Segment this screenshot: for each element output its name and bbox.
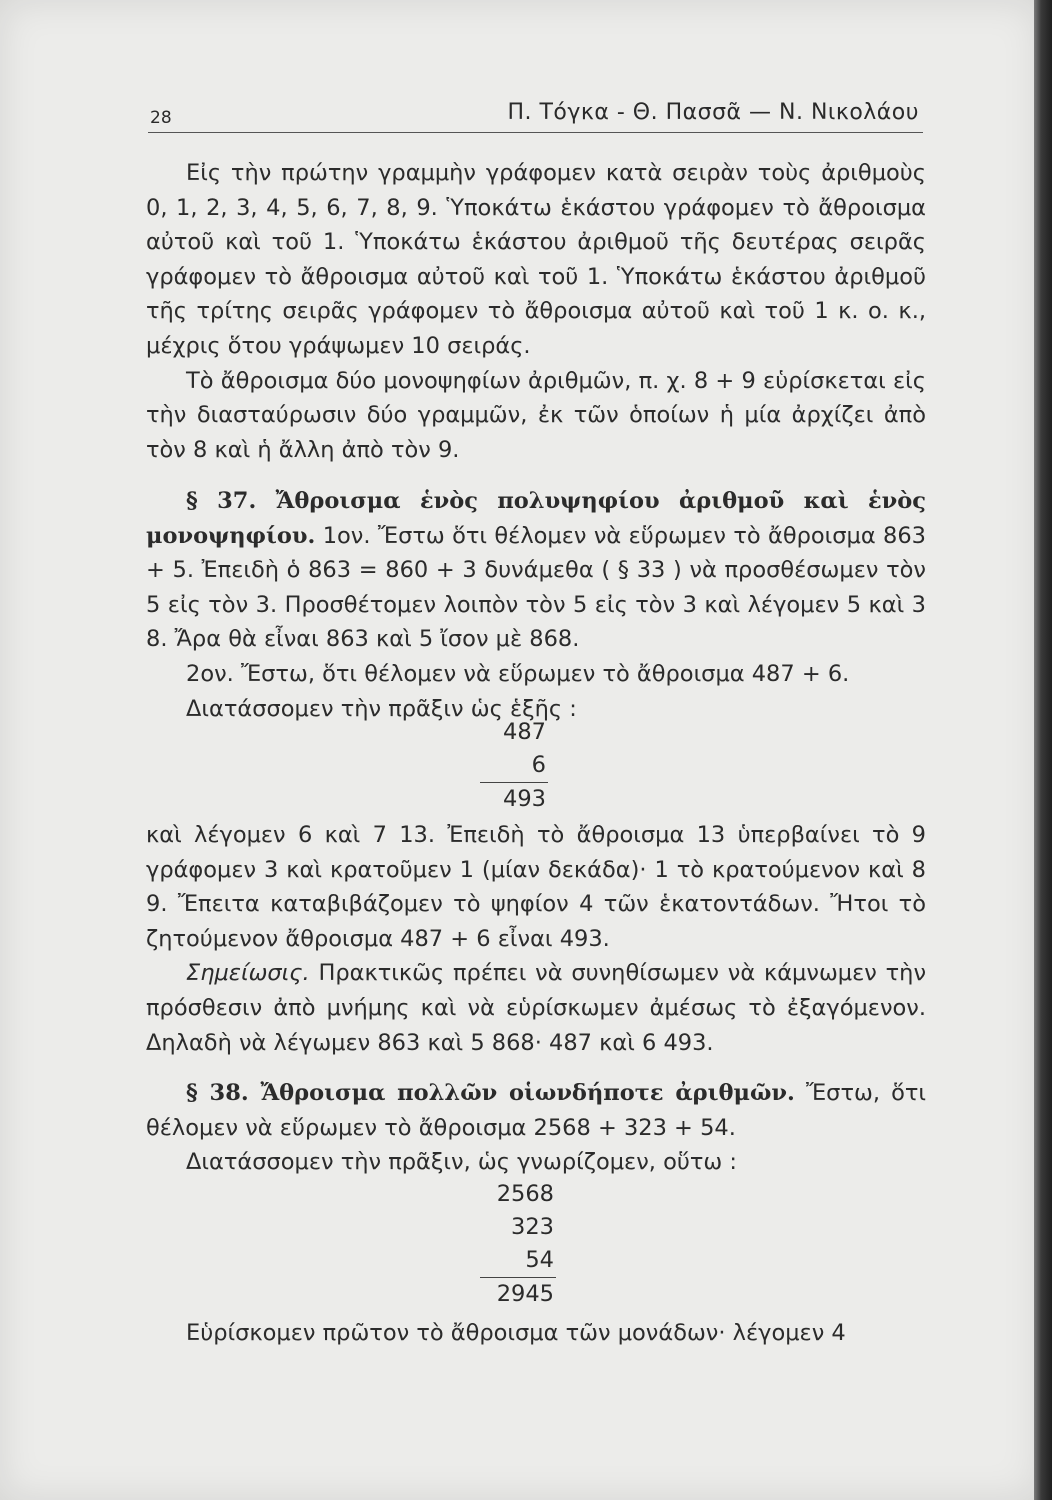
section-37-heading: § 37. Ἄθροισμα ἑνὸς πολυψηφίου ἀριθμοῦ καὶ ἑνὸς μονοψηφίου. bbox=[146, 488, 926, 549]
section-38-paragraph-3: Εὑρίσκομεν πρῶτον τὸ ἄθροισμα τῶν μονάδων· λέγομεν 4 bbox=[186, 1320, 846, 1346]
note-label: Σημείωσις. bbox=[186, 960, 310, 987]
scan-edge-shadow bbox=[1034, 0, 1052, 1500]
intro-block bbox=[146, 156, 926, 467]
section-37-block bbox=[146, 484, 926, 726]
sum-result: 2945 bbox=[496, 1281, 554, 1307]
addend-3: 54 bbox=[480, 1244, 556, 1278]
sum-result: 493 bbox=[503, 786, 546, 812]
addition-2568-323-54 bbox=[480, 1178, 556, 1311]
running-title: Π. Τόγκα - Θ. Πασσᾶ — Ν. Νικολάου bbox=[507, 100, 919, 125]
intro-paragraph-1: Εἰς τὴν πρώτην γραμμὴν γράφομεν κατὰ σειρὰν τοὺς ἀριθμοὺς 0, 1, 2, 3, 4, 5, 6, 7, 8, 9. Ὑποκάτω ἑκάστου γράφομεν τὸ ἄθροισμα αὐτοῦ καὶ τοῦ 1. Ὑποκάτω ἑκάστου ἀριθμοῦ τῆς δευτέρας σειρᾶς γράφομεν τὸ ἄθροισμα αὐτοῦ καὶ τοῦ 1. Ὑποκάτω ἑκάστου ἀριθμοῦ τῆς τρίτης σειρᾶς γράφομεν τὸ ἄθροισμα αὐτοῦ καὶ τοῦ 1 κ. ο. κ., μέχρις ὅτου γράψωμεν 10 σειράς. bbox=[146, 160, 926, 359]
section-37-paragraph-4: καὶ λέγομεν 6 καὶ 7 13. Ἐπειδὴ τὸ ἄθροισμα 13 ὑπερβαίνει τὸ 9 γράφομεν 3 καὶ κρατοῦμεν 1 (μίαν δεκάδα)· 1 τὸ κρατούμενον καὶ 8 9. Ἔπειτα καταβιβάζομεν τὸ ψηφίον 4 τῶν ἑκατοντάδων. Ἤτοι τὸ ζητούμενον ἄθροισμα 487 + 6 εἶναι 493. bbox=[146, 822, 926, 952]
addend-2: 6 bbox=[480, 749, 548, 783]
section-37-continued bbox=[146, 818, 926, 1060]
addition-487-6 bbox=[480, 716, 548, 816]
addend-2: 323 bbox=[511, 1214, 554, 1240]
section-37-paragraph-2: 2ον. Ἔστω, ὅτι θέλομεν νὰ εὕρωμεν τὸ ἄθροισμα 487 + 6. bbox=[186, 660, 850, 687]
section-38-block bbox=[146, 1076, 926, 1180]
addend-1: 2568 bbox=[496, 1181, 554, 1207]
section-38-continued bbox=[146, 1316, 926, 1351]
page-number: 28 bbox=[150, 108, 172, 128]
addend-1: 487 bbox=[503, 719, 546, 745]
page-header bbox=[148, 98, 923, 133]
section-38-paragraph-1: Ἔστω, ὅτι θέλομεν νὰ εὕρωμεν τὸ ἄθροισμα 2568 + 323 + 54. bbox=[146, 1080, 926, 1141]
note-text: Πρακτικῶς πρέπει νὰ συνηθίσωμεν νὰ κάμνωμεν τὴν πρόσθεσιν ἀπὸ μνήμης καὶ νὰ εὑρίσκωμεν ἀμέσως τὸ ἐξαγόμενον. Δηλαδὴ νὰ λέγωμεν 863 καὶ 5 868· 487 καὶ 6 493. bbox=[146, 960, 927, 1056]
section-38-heading: § 38. Ἄθροισμα πολλῶν οἱωνδήποτε ἀριθμῶν. bbox=[186, 1080, 795, 1106]
intro-paragraph-2: Τὸ ἄθροισμα δύο μονοψηφίων ἀριθμῶν, π. χ. 8 + 9 εὑρίσκεται εἰς τὴν διασταύρωσιν δύο γραμμῶν, ἐκ τῶν ὁποίων ἡ μία ἀρχίζει ἀπὸ τὸν 8 καὶ ἡ ἄλλη ἀπὸ τὸν 9. bbox=[146, 367, 926, 463]
section-37-paragraph-3: Διατάσσομεν τὴν πρᾶξιν ὡς ἑξῆς : bbox=[186, 695, 577, 722]
section-38-paragraph-2: Διατάσσομεν τὴν πρᾶξιν, ὡς γνωρίζομεν, οὕτω : bbox=[186, 1149, 737, 1176]
section-37-paragraph-1: 1ον. Ἔστω ὅτι θέλομεν νὰ εὕρωμεν τὸ ἄθροισμα 863 + 5. Ἐπειδὴ ὁ 863 = 860 + 3 δυνάμεθα ( § 33 ) νὰ προσθέσωμεν τὸν 5 εἰς τὸν 3. Προσθέτομεν λοιπὸν τὸν 5 εἰς τὸν 3 καὶ λέγομεν 5 καὶ 3 8. Ἄρα θὰ εἶναι 863 καὶ 5 ἴσον μὲ 868. bbox=[146, 522, 926, 653]
